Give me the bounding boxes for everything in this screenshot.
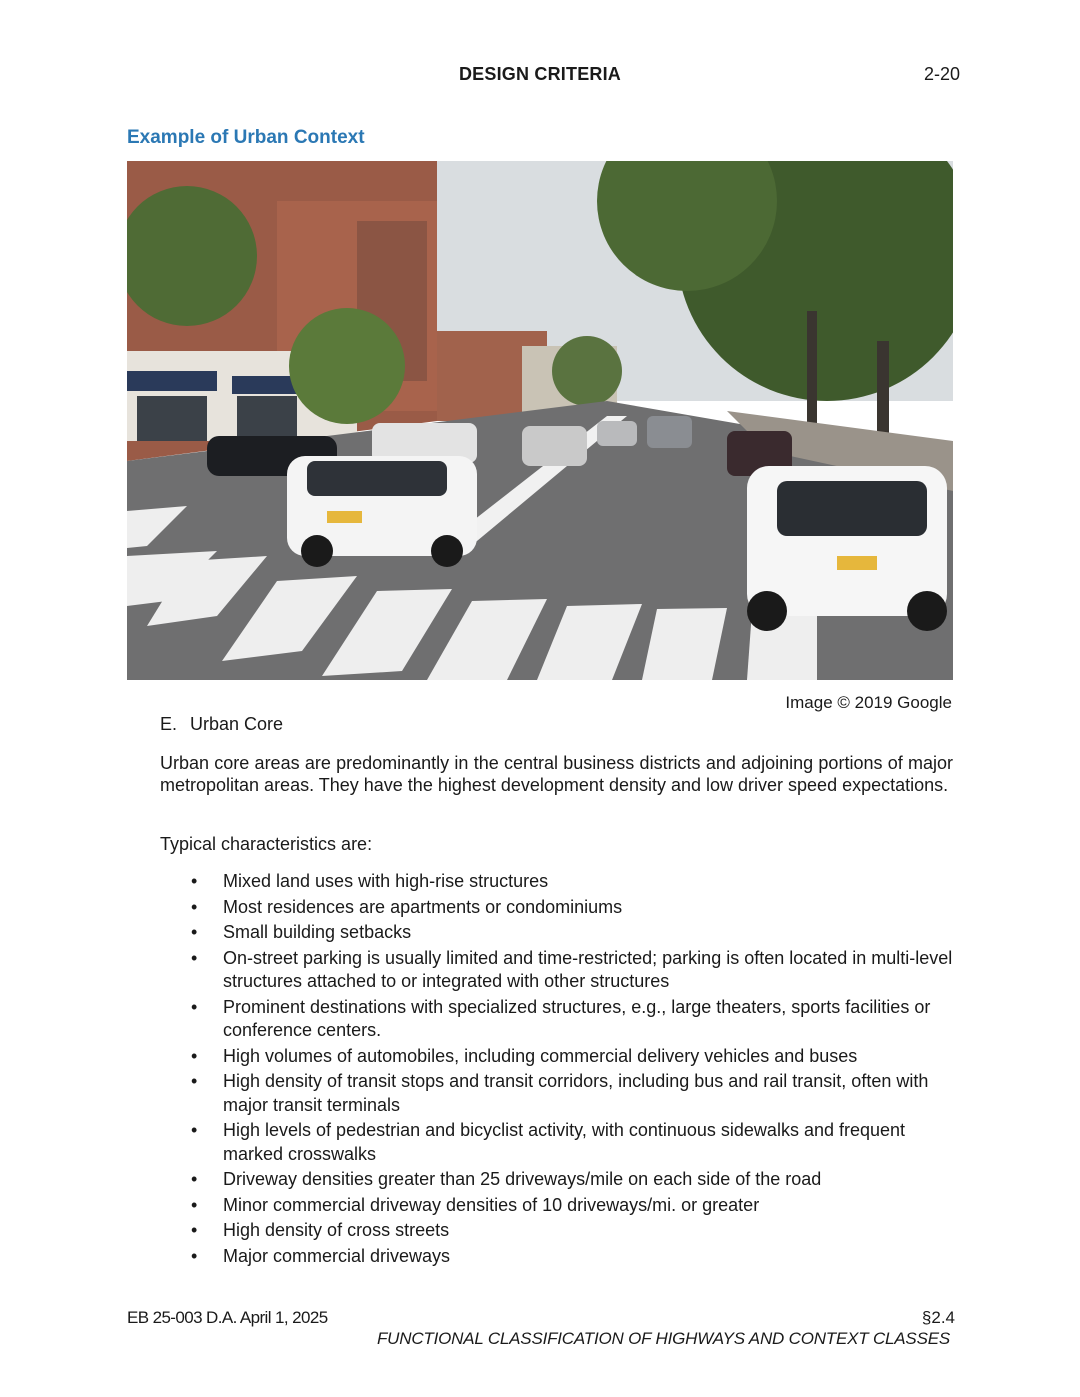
subsection-letter: E. (160, 714, 178, 734)
bullet-icon: • (191, 996, 198, 1017)
subsection-heading (160, 714, 283, 735)
list-item-text: High levels of pedestrian and bicyclist activity, with continuous sidewalks and frequent marked crosswalks (223, 1120, 906, 1164)
list-item (185, 1045, 955, 1069)
list-item-text: Small building setbacks (223, 922, 412, 942)
footer-chapter-title: FUNCTIONAL CLASSIFICATION OF HIGHWAYS AND CONTEXT CLASSES (377, 1329, 950, 1348)
list-item (185, 1168, 955, 1192)
list-item (185, 1070, 955, 1117)
list-item-text: Most residences are apartments or condominiums (223, 896, 623, 917)
list-item-text: High density of transit stops and transit corridors, including bus and rail transit, often with major transit terminals (223, 1071, 929, 1115)
list-item (185, 1119, 955, 1166)
bullet-icon: • (191, 1245, 198, 1266)
page-header-title: DESIGN CRITERIA (458, 64, 621, 84)
bullet-icon: • (191, 1194, 198, 1215)
list-item (185, 870, 955, 894)
list-item (185, 996, 955, 1043)
footer-section-ref: §2.4 (921, 1308, 955, 1327)
bullet-icon: • (191, 1120, 198, 1140)
section-heading: Example of Urban Context (127, 127, 365, 148)
lead-in-text: Typical characteristics are: (160, 834, 373, 854)
bullet-icon: • (191, 1045, 198, 1066)
bullet-icon: • (191, 871, 198, 891)
list-item-text: Minor commercial driveway densities of 10 driveways/mi. or greater (223, 1194, 760, 1215)
bullet-icon: • (191, 947, 198, 968)
list-item (185, 1194, 955, 1218)
intro-paragraph: Urban core areas are predominantly in the central business districts and adjoining portions of major metropolitan areas. They have the highest development density and low driver speed expectations. (160, 753, 953, 795)
page-number: 2-20 (923, 64, 960, 84)
list-item-text: Mixed land uses with high-rise structures (223, 871, 549, 891)
bullet-icon: • (191, 1071, 198, 1091)
list-item (185, 947, 955, 994)
list-item (185, 1245, 955, 1269)
list-item-text: High volumes of automobiles, including commercial delivery vehicles and buses (223, 1045, 858, 1066)
list-item-text: High density of cross streets (223, 1220, 450, 1240)
bullet-icon: • (191, 896, 198, 917)
urban-street-photo (127, 161, 953, 680)
list-item-text: Major commercial driveways (223, 1245, 451, 1266)
list-item-text: Prominent destinations with specialized structures, e.g., large theaters, sports facilities or conference centers. (223, 996, 931, 1040)
list-item-text: Driveway densities greater than 25 driveways/mile on each side of the road (223, 1169, 822, 1189)
list-item (185, 921, 955, 945)
subsection-title: Urban Core (190, 714, 284, 734)
bullet-icon: • (191, 1220, 198, 1240)
list-item-text: On-street parking is usually limited and time-restricted; parking is often located in multi-level structures attached to or integrated with other structures (223, 947, 953, 991)
image-credit: Image © 2019 Google (785, 693, 952, 712)
list-item (185, 896, 955, 920)
characteristics-list (185, 870, 955, 1270)
footer-doc-id: EB 25-003 D.A. April 1, 2025 (127, 1308, 328, 1327)
bullet-icon: • (191, 922, 198, 942)
bullet-icon: • (191, 1169, 198, 1189)
list-item (185, 1219, 955, 1243)
